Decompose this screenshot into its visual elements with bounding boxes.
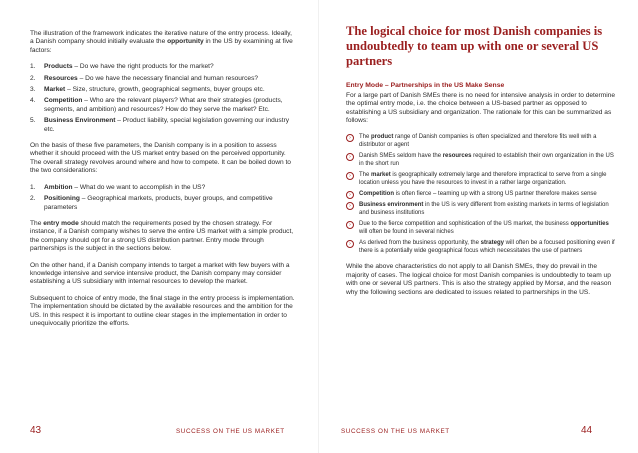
list-item: › Due to the fierce competition and sophistication of the US market, the business opportunities will often be found in several niches [346, 220, 616, 236]
page-number-right: 44 [581, 425, 593, 436]
right-page [319, 0, 638, 453]
list-item: 3. Market – Size, structure, growth, geographical segments, buyer groups etc. [30, 86, 265, 94]
entry-mode-paragraph: The entry mode should match the requirements posed by the chosen strategy. For instance, if a Danish company wishes to serve the entire US market with a simple product, the company should opt for a strong US distribution partner. Entry mode through partnerships is the subject in the sections below. [30, 219, 294, 253]
list-item: 5. Business Environment – Product liability, special legislation governing our industry etc. [30, 117, 290, 133]
considerations-list [30, 184, 295, 212]
list-item: › Danish SMEs seldom have the resources required to establish their own organization in the US in the short run [346, 152, 616, 168]
list-item: 4. Competition – Who are the relevant players? What are their strategies (products, segments, and ambition) and resources? How do they serve the market? Etc. [30, 97, 283, 113]
chevron-bullet-icon: › [346, 172, 354, 180]
list-item: 1. Products – Do we have the right products for the market? [30, 63, 214, 71]
list-item: › Business environment in the US is very different from existing markets in terms of legislation and business institutions [346, 201, 616, 217]
intro-paragraph: The illustration of the framework indicates the iterative nature of the entry process. Ideally, a Danish company should initially evaluate the opportunity in the US by examining at five factors: [30, 30, 293, 54]
list-item: 2. Resources – Do we have the necessary financial and human resources? [30, 74, 259, 82]
chevron-bullet-icon: › [346, 134, 354, 142]
list-item: › As derived from the business opportunity, the strategy will often be a focused positioning even if there is a potentially wide geographical focus which necessitates the use of partners [346, 239, 616, 255]
chevron-bullet-icon: › [346, 191, 354, 199]
list-item: › The product range of Danish companies is often specialized and therefore fits well with a distributor or agent [346, 133, 616, 149]
section-heading: Entry Mode – Partnerships in the US Make Sense [346, 82, 505, 90]
list-item: › Competition is often fierce – teaming up with a strong US partner therefore makes sense [346, 190, 616, 198]
basis-paragraph: On the basis of these five parameters, the Danish company is in a position to assess whether it should proceed with the US market entry based on the perceived opportunity. The overall strategy revolves around where and how to compete. It can be boiled down to the two considerations: [30, 142, 291, 175]
chevron-bullet-icon: › [346, 240, 354, 248]
list-item: 1. Ambition – What do we want to accomplish in the US? [30, 183, 206, 191]
page-title: The logical choice for most Danish companies is undoubtedly to team up with one or several US partners [346, 24, 603, 68]
running-footer-left: SUCCESS ON THE US MARKET [176, 428, 285, 435]
chevron-bullet-icon: › [346, 153, 354, 161]
list-item: › The market is geographically extremely large and therefore impractical to serve from a single location unless you have the resources to invest in a rather large organization. [346, 171, 616, 187]
five-factors-list [30, 63, 295, 134]
right-column [346, 24, 616, 305]
other-hand-paragraph: On the other hand, if a Danish company intends to target a market with few buyers with a knowledge intensive and service intensive product, the Danish company may consider establishing a US subsidiary with internal resources to develop the market. [30, 261, 290, 286]
left-column [30, 30, 295, 336]
subsequent-paragraph: Subsequent to choice of entry mode, the final stage in the entry process is implementation. The implementation should be dictated by the available resources and the ambition for the US. In this respect it is important to outline clear stages in the implementation in order to unequivocally prioritize the efforts. [30, 294, 295, 327]
closing-paragraph: While the above characteristics do not apply to all Danish SMEs, they do prevail in the majority of cases. The logical choice for most Danish companies is undoubtedly to team up with one or several US partners. This is also the strategy applied by Morsø, and the reason why the following sections are dedicated to issues related to partnerships in the US. [346, 263, 612, 296]
rationale-list [346, 133, 616, 255]
chevron-bullet-icon: › [346, 202, 354, 210]
running-footer-right: SUCCESS ON THE US MARKET [341, 428, 450, 435]
chevron-bullet-icon: › [346, 221, 354, 229]
page-number-left: 43 [30, 425, 42, 436]
list-item: 2. Positioning – Geographical markets, products, buyer groups, and competitive parameters [30, 195, 273, 211]
lead-paragraph: For a large part of Danish SMEs there is no need for intensive analysis in order to determine the optimal entry mode, i.e. the choice between a US-based partner as opposed to establishing a US subsidiary and organization. The rationale for this can be summarized as follows: [346, 91, 616, 125]
